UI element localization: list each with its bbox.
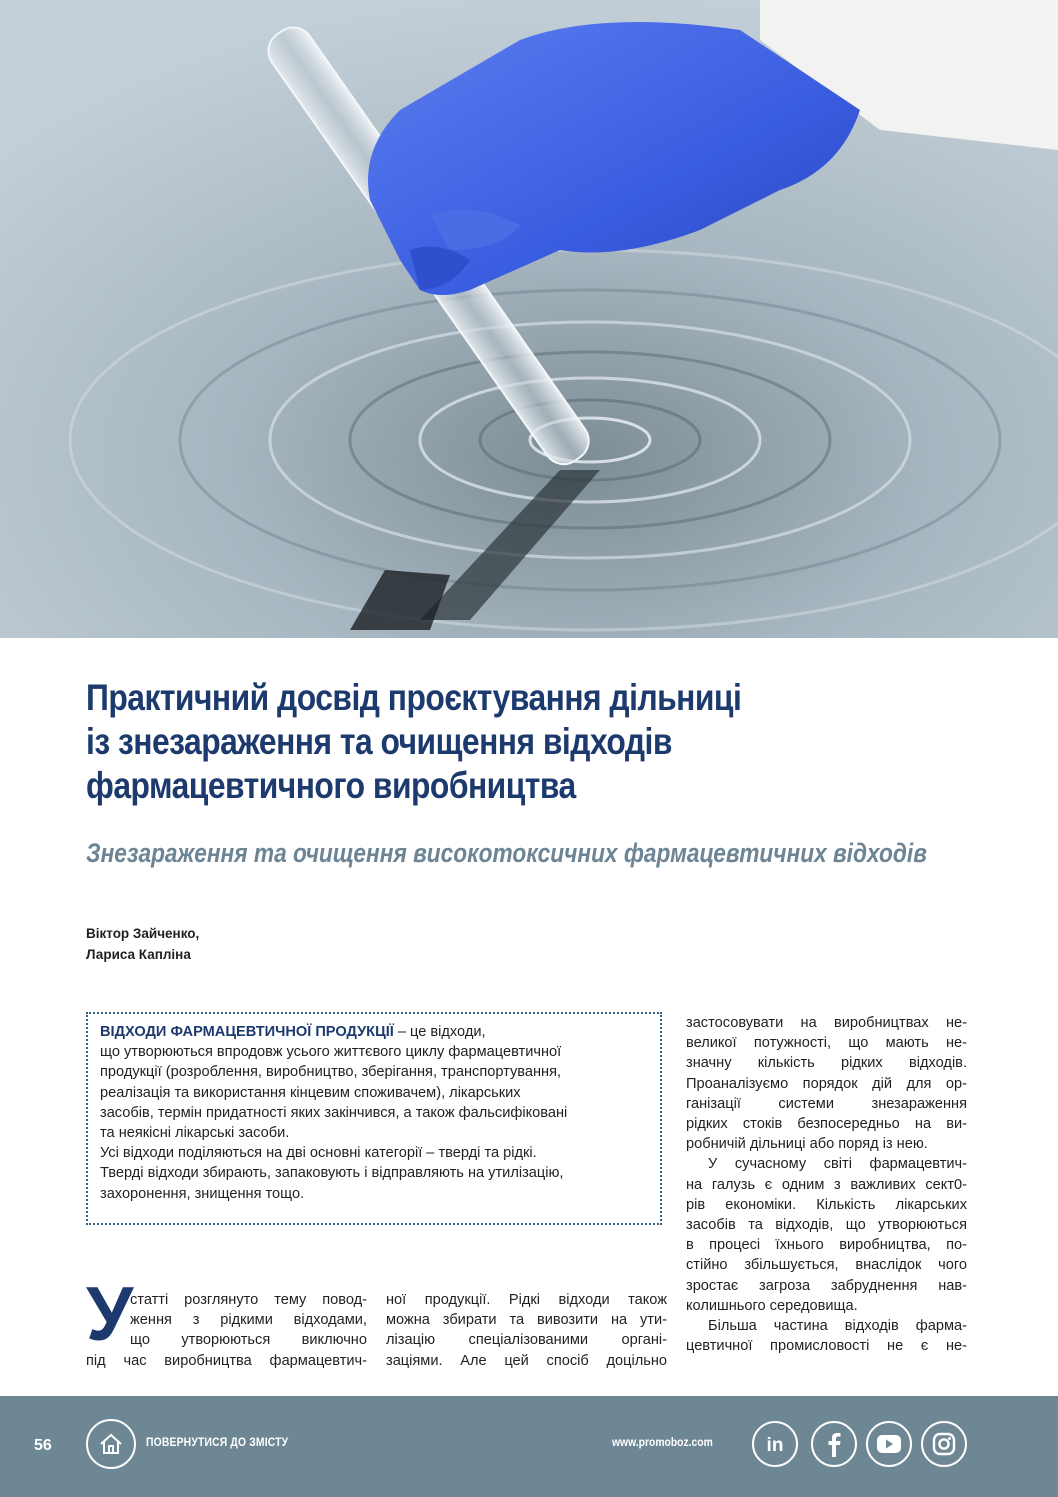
body-line: колишнього середовища. [686,1297,858,1314]
body-line: цевтичної промисловості не є не- [686,1338,967,1355]
body-line: під час виробництва фармацевтич- [86,1352,367,1369]
author-name: Віктор Зайченко, [86,926,200,941]
body-line: ної продукції. Рідкі відходи також [386,1292,667,1308]
body-line: У сучасному світі фармацевтич- [708,1156,967,1173]
facebook-icon [813,1423,855,1465]
definition-line: ВІДХОДИ ФАРМАЦЕВТИЧНОЇ ПРОДУКЦІЇ – це відходи, [100,1024,486,1040]
body-line: рів економіки. Кількість лікарських [686,1196,967,1213]
page-number: 56 [34,1437,52,1454]
definition-line: захоронення, знищення тощо. [100,1185,305,1202]
body-line: застосовувати на виробництвах не- [686,1015,967,1031]
youtube-icon [868,1423,910,1465]
back-to-contents-link[interactable]: ПОВЕРНУТИСЯ ДО ЗМІСТУ [146,1437,289,1449]
body-line: великої потужності, що мають не- [686,1035,967,1052]
linkedin-icon [754,1423,796,1465]
body-line: робничій дільниці або поряд із нею. [686,1136,928,1153]
definition-line: реалізація та використання кінцевим споживачем), лікарських [100,1084,521,1101]
body-line: статті розглянуто тему повод- [130,1292,367,1308]
body-line: значну кількість рідких відходів. [686,1055,967,1072]
definition-line: продукції (розроблення, виробництво, зберігання, транспортування, [100,1064,562,1081]
body-line: на галузь є одним з важливих сект0- [686,1176,967,1193]
drop-cap: У [86,1272,134,1357]
definition-line: засобів, термін придатності яких закінчився, а також фальсифіковані [100,1104,568,1121]
title-line: із знезараження та очищення відходів [86,721,672,762]
body-line: в процесі їхнього виробництва, по- [686,1237,967,1254]
definition-line: що утворюються впродовж усього життєвого циклу фармацевтичної [100,1044,562,1061]
body-line: що утворюються виключно [130,1332,367,1349]
body-line: засобів та відходів, що утворюються [686,1217,967,1234]
body-line: можна збирати та вивозити на ути- [386,1312,667,1329]
definition-term: ВІДХОДИ ФАРМАЦЕВТИЧНОЇ ПРОДУКЦІЇ [100,1024,394,1040]
body-column-2 [386,1290,667,1371]
title-line: Практичний досвід проєктування дільниці [86,677,742,718]
body-line: ження з рідкими відходами, [130,1312,367,1329]
body-line: стійно збільшується, внаслідок чого [686,1257,967,1274]
linkedin-button[interactable] [752,1421,798,1467]
hero-illustration [0,0,1058,638]
definition-line: та неякісні лікарські засоби. [100,1125,290,1142]
definition-line: Усі відходи поділяються на дві основні категорії – тверді та рідкі. [100,1145,537,1162]
facebook-button[interactable] [811,1421,857,1467]
website-link[interactable]: www.promoboz.com [612,1437,713,1449]
body-line: лізацію спеціалізованими органі- [386,1332,667,1349]
body-column-1 [86,1290,367,1371]
body-line: зростає загроза забруднення нав- [686,1277,967,1294]
home-button[interactable] [86,1419,136,1469]
body-line: Більша частина відходів фарма- [708,1318,967,1335]
body-column-3 [686,1013,967,1356]
home-icon [99,1432,123,1456]
youtube-button[interactable] [866,1421,912,1467]
title-line: фармацевтичного виробництва [86,765,576,806]
instagram-button[interactable] [921,1421,967,1467]
article-subtitle: Знезараження та очищення високотоксичних фармацевтичних відходів [86,838,927,868]
instagram-icon [923,1423,965,1465]
body-line: ганізації системи знезараження [686,1095,967,1112]
body-line: рідких стоків безпосередньо на ви- [686,1116,967,1133]
definition-box [86,1012,662,1225]
author-name: Лариса Капліна [86,947,191,962]
article-title [86,676,989,808]
hero-photo [0,0,1058,638]
svg-text:in: in [766,1435,784,1456]
body-line: заціями. Але цей спосіб доцільно [386,1352,667,1369]
body-line: Проаналізуємо порядок дій для ор- [686,1075,967,1092]
definition-line: Тверді відходи збирають, запаковують і відправляють на утилізацію, [100,1165,564,1182]
